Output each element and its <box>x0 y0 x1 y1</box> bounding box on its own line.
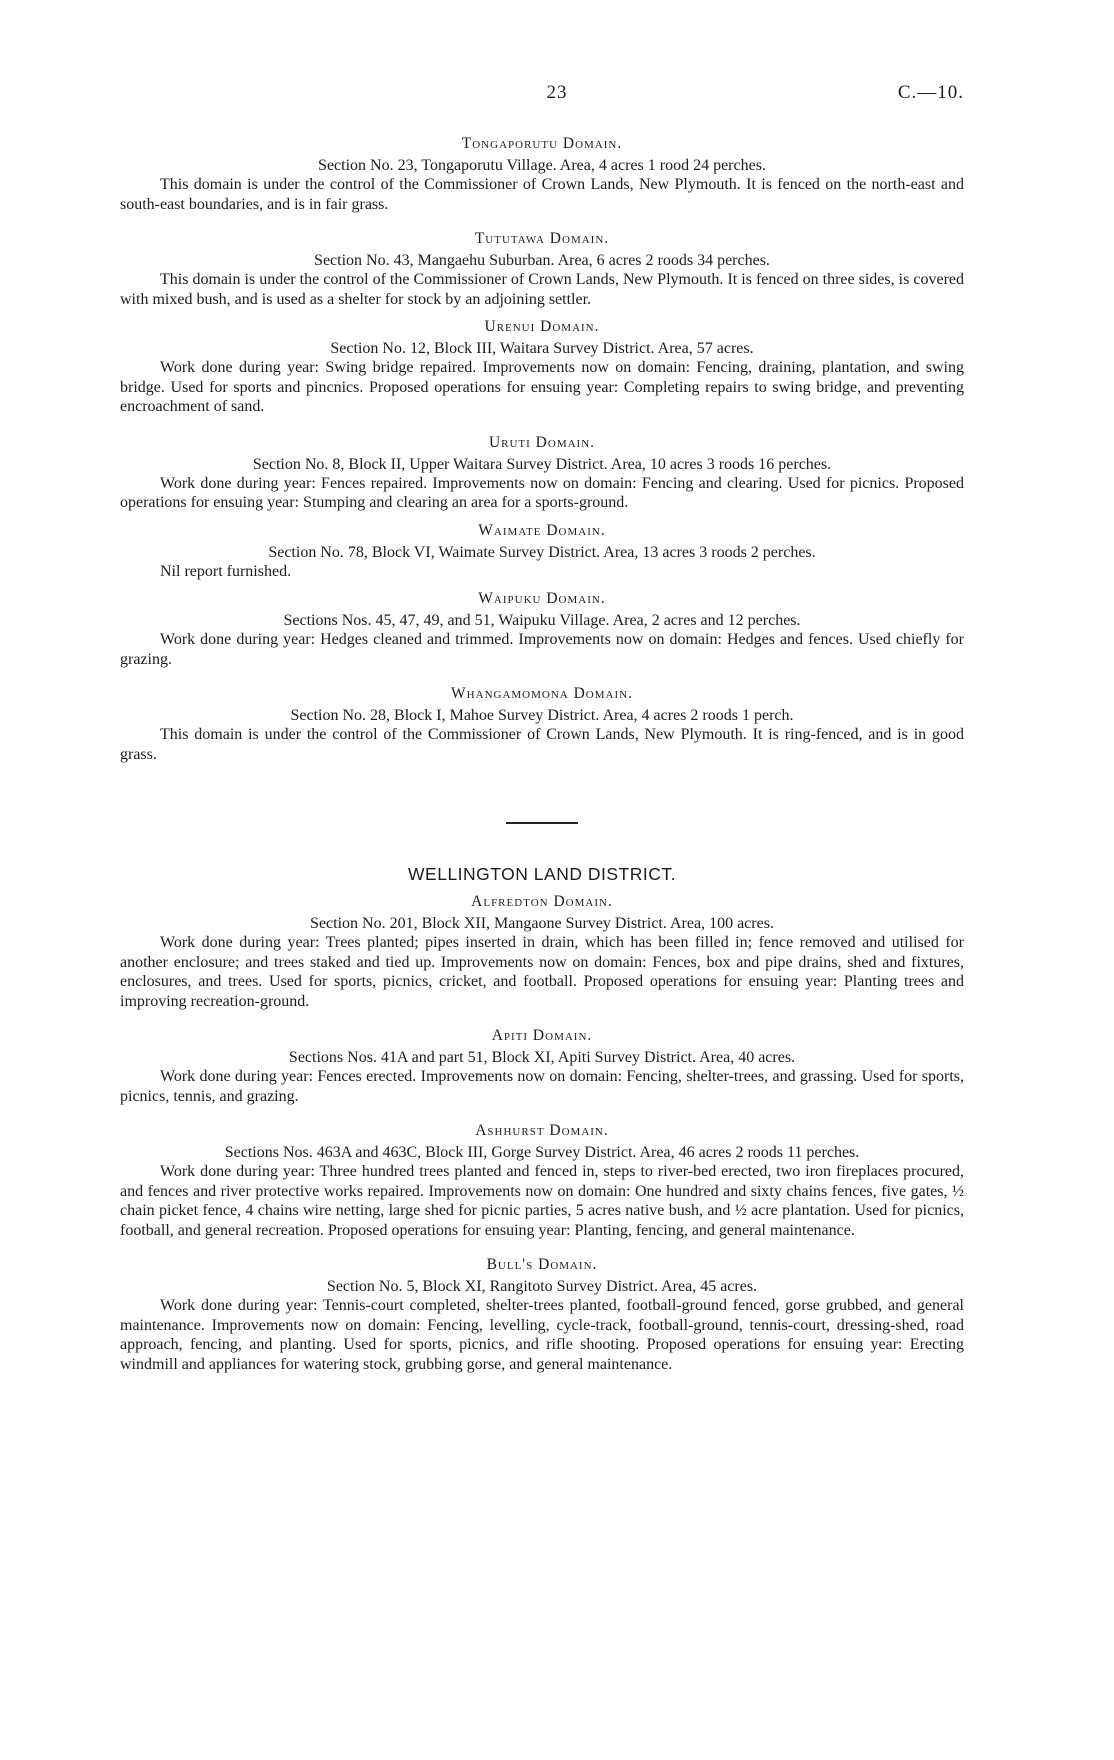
domain-section-line: Section No. 78, Block VI, Waimate Survey District. Area, 13 acres 3 roods 2 perches. <box>268 543 816 561</box>
domain-entry <box>120 684 964 764</box>
domain-title: Apiti Domain. <box>491 1027 593 1044</box>
domain-entry <box>120 317 964 417</box>
domain-text: Work done during year: Fences erected. Improvements now on domain: Fencing, shelter-trees, and grassing. Used for sports, picnics, tennis, and grazing. <box>120 1068 964 1105</box>
page-header <box>0 82 1114 112</box>
domain-section-line: Section No. 23, Tongaporutu Village. Area, 4 acres 1 rood 24 perches. <box>318 157 766 174</box>
domain-section-line: Section No. 5, Block XI, Rangitoto Survey District. Area, 45 acres. <box>326 1278 758 1295</box>
domain-title: Waimate Domain. <box>478 521 606 539</box>
domain-text: Work done during year: Fences repaired. Improvements now on domain: Fencing and clearing. Used for picnics. Proposed operations for ensuing year: Stumping and clearing an area for a sports-ground. <box>120 474 964 511</box>
domain-section-line: Sections Nos. 463A and 463C, Block III, Gorge Survey District. Area, 46 acres 2 roods 11 perches. <box>224 1144 860 1161</box>
district-heading: WELLINGTON LAND DISTRICT. <box>408 864 676 884</box>
domain-section-line: Section No. 8, Block II, Upper Waitara Survey District. Area, 10 acres 3 roods 16 perches. <box>252 455 832 473</box>
domain-entry <box>120 134 964 214</box>
domain-entry <box>120 433 964 513</box>
domain-text: Nil report furnished. <box>160 562 292 580</box>
page-number: 23 <box>546 82 568 103</box>
domain-section-line: Section No. 201, Block XII, Mangaone Survey District. Area, 100 acres. <box>310 915 774 932</box>
domain-entry <box>120 1026 964 1106</box>
domain-title: Alfredton Domain. <box>471 893 613 910</box>
domain-entry <box>120 1255 964 1374</box>
domain-title: Tututawa Domain. <box>474 230 610 247</box>
domain-section-line: Section No. 28, Block I, Mahoe Survey District. Area, 4 acres 2 roods 1 perch. <box>290 707 794 724</box>
domain-section-line: Section No. 12, Block III, Waitara Survey District. Area, 57 acres. <box>330 340 754 357</box>
domain-text: Work done during year: Swing bridge repaired. Improvements now on domain: Fencing, draining, plantation, and swing bridge. Used for sports and pincnics. Proposed operations for ensuing year: Completing repairs to swing bridge, and preventing encroachment of sand. <box>120 359 964 415</box>
domain-text: This domain is under the control of the Commissioner of Crown Lands, New Plymouth. It is fenced on three sides, is covered with mixed bush, and is used as a shelter for stock by an adjoining settler. <box>120 271 964 308</box>
document-reference: C.—10. <box>897 82 964 103</box>
domain-entry <box>120 521 964 582</box>
section-divider-rule <box>506 822 578 824</box>
domain-title: Ashhurst Domain. <box>475 1122 609 1139</box>
domain-entry <box>120 1121 964 1240</box>
domain-title: Tongaporutu Domain. <box>461 135 623 152</box>
domain-text: Work done during year: Three hundred trees planted and fenced in, steps to river-bed erected, two iron fireplaces procured, and fences and river protective works repaired. Improvements now on domain: One hundred and sixty chains fences, five gates, ½ chain picket fence, 4 chains wire netting, large shed for picnic parties, 5 acres native bush, and ½ acre plantation. Used for picnics, football, and general recreation. Proposed operations for ensuing year: Planting, fencing, and general maintenance. <box>120 1163 964 1239</box>
domain-title: Urenui Domain. <box>484 318 600 335</box>
domain-text: This domain is under the control of the Commissioner of Crown Lands, New Plymouth. It is ring-fenced, and is in good grass. <box>120 726 964 763</box>
domain-title: Uruti Domain. <box>488 433 596 451</box>
page-body <box>120 134 964 1374</box>
domain-text: Work done during year: Trees planted; pipes inserted in drain, which has been filled in; fence removed and utilised for another enclosure; and trees staked and tied up. Improvements now on domain: Fences, box and pipe drains, shed and fixtures, enclosures, and trees. Used for sports, picnics, cricket, and football. Proposed operations for ensuing year: Planting trees and improving recreation-ground. <box>120 934 964 1010</box>
domain-entry <box>120 229 964 309</box>
domain-section-line: Section No. 43, Mangaehu Suburban. Area, 6 acres 2 roods 34 perches. <box>314 252 770 269</box>
domain-title: Whangamomona Domain. <box>451 685 633 702</box>
domain-title: Bull's Domain. <box>486 1256 598 1273</box>
domain-text: Work done during year: Tennis-court completed, shelter-trees planted, football-ground fenced, gorse grubbed, and general maintenance. Improvements now on domain: Fencing, levelling, cycle-track, football-ground, tennis-court, dressing-shed, road approach, fencing, and planting. Used for sports, picnics, and rifle shooting. Proposed operations for ensuing year: Erecting windmill and appliances for watering stock, grubbing gorse, and general maintenance. <box>120 1297 964 1373</box>
domain-text: This domain is under the control of the Commissioner of Crown Lands, New Plymouth. It is fenced on the north-east and south-east boundaries, and is in fair grass. <box>120 176 964 213</box>
domain-text: Work done during year: Hedges cleaned and trimmed. Improvements now on domain: Hedges and fences. Used chiefly for grazing. <box>120 631 964 668</box>
domain-entry <box>120 589 964 669</box>
domain-title: Waipuku Domain. <box>478 590 606 607</box>
domain-section-line: Sections Nos. 41A and part 51, Block XI, Apiti Survey District. Area, 40 acres. <box>288 1049 796 1066</box>
domain-section-line: Sections Nos. 45, 47, 49, and 51, Waipuku Village. Area, 2 acres and 12 perches. <box>283 612 801 629</box>
domain-entry <box>120 892 964 1011</box>
